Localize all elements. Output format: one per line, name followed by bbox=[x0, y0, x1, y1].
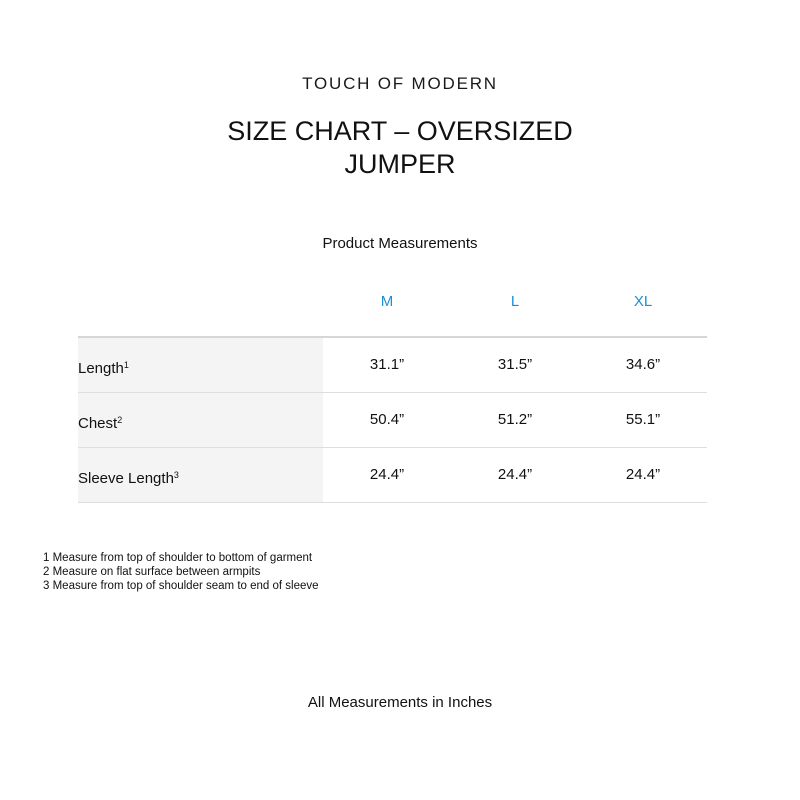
table-cell: 31.5” bbox=[497, 356, 533, 373]
column-header-xl: XL bbox=[633, 293, 653, 310]
row-label bbox=[78, 393, 122, 447]
table-cell: 55.1” bbox=[625, 411, 661, 428]
footnote-marker: 2 bbox=[117, 415, 123, 425]
table-cell: 24.4” bbox=[625, 466, 661, 483]
footnotes bbox=[43, 551, 319, 593]
table-cell: 51.2” bbox=[497, 411, 533, 428]
table-cell: 24.4” bbox=[369, 466, 405, 483]
row-label bbox=[78, 338, 129, 392]
row-label-text: Sleeve Length bbox=[78, 470, 174, 487]
footnote-marker: 1 bbox=[123, 360, 129, 370]
title-line-2: JUMPER bbox=[344, 149, 456, 179]
column-header-l: L bbox=[510, 293, 520, 310]
footnote-2: 2 Measure on flat surface between armpits bbox=[43, 566, 261, 578]
table-cell: 50.4” bbox=[369, 411, 405, 428]
table-subtitle: Product Measurements bbox=[322, 235, 478, 252]
row-label-text: Chest bbox=[78, 415, 118, 432]
footnote-3: 3 Measure from top of shoulder seam to end of sleeve bbox=[43, 580, 319, 592]
table-cell: 34.6” bbox=[625, 356, 661, 373]
row-label-text: Length bbox=[78, 360, 124, 377]
column-header-m: M bbox=[380, 293, 394, 310]
page-title bbox=[0, 115, 800, 181]
table-cell: 24.4” bbox=[497, 466, 533, 483]
size-table bbox=[78, 282, 707, 503]
table-cell: 31.1” bbox=[369, 356, 405, 373]
row-label bbox=[78, 448, 179, 502]
footnote-1: 1 Measure from top of shoulder to bottom of garment bbox=[43, 552, 313, 564]
title-line-1: SIZE CHART – OVERSIZED bbox=[227, 116, 573, 146]
table-header-row bbox=[78, 282, 707, 338]
table-row-sleeve-length bbox=[78, 448, 707, 503]
brand-logo: TOUCH OF MODERN bbox=[302, 74, 498, 93]
table-row-chest bbox=[78, 393, 707, 448]
footnote-marker: 3 bbox=[173, 470, 179, 480]
table-row-length bbox=[78, 338, 707, 393]
units-note: All Measurements in Inches bbox=[307, 694, 493, 711]
